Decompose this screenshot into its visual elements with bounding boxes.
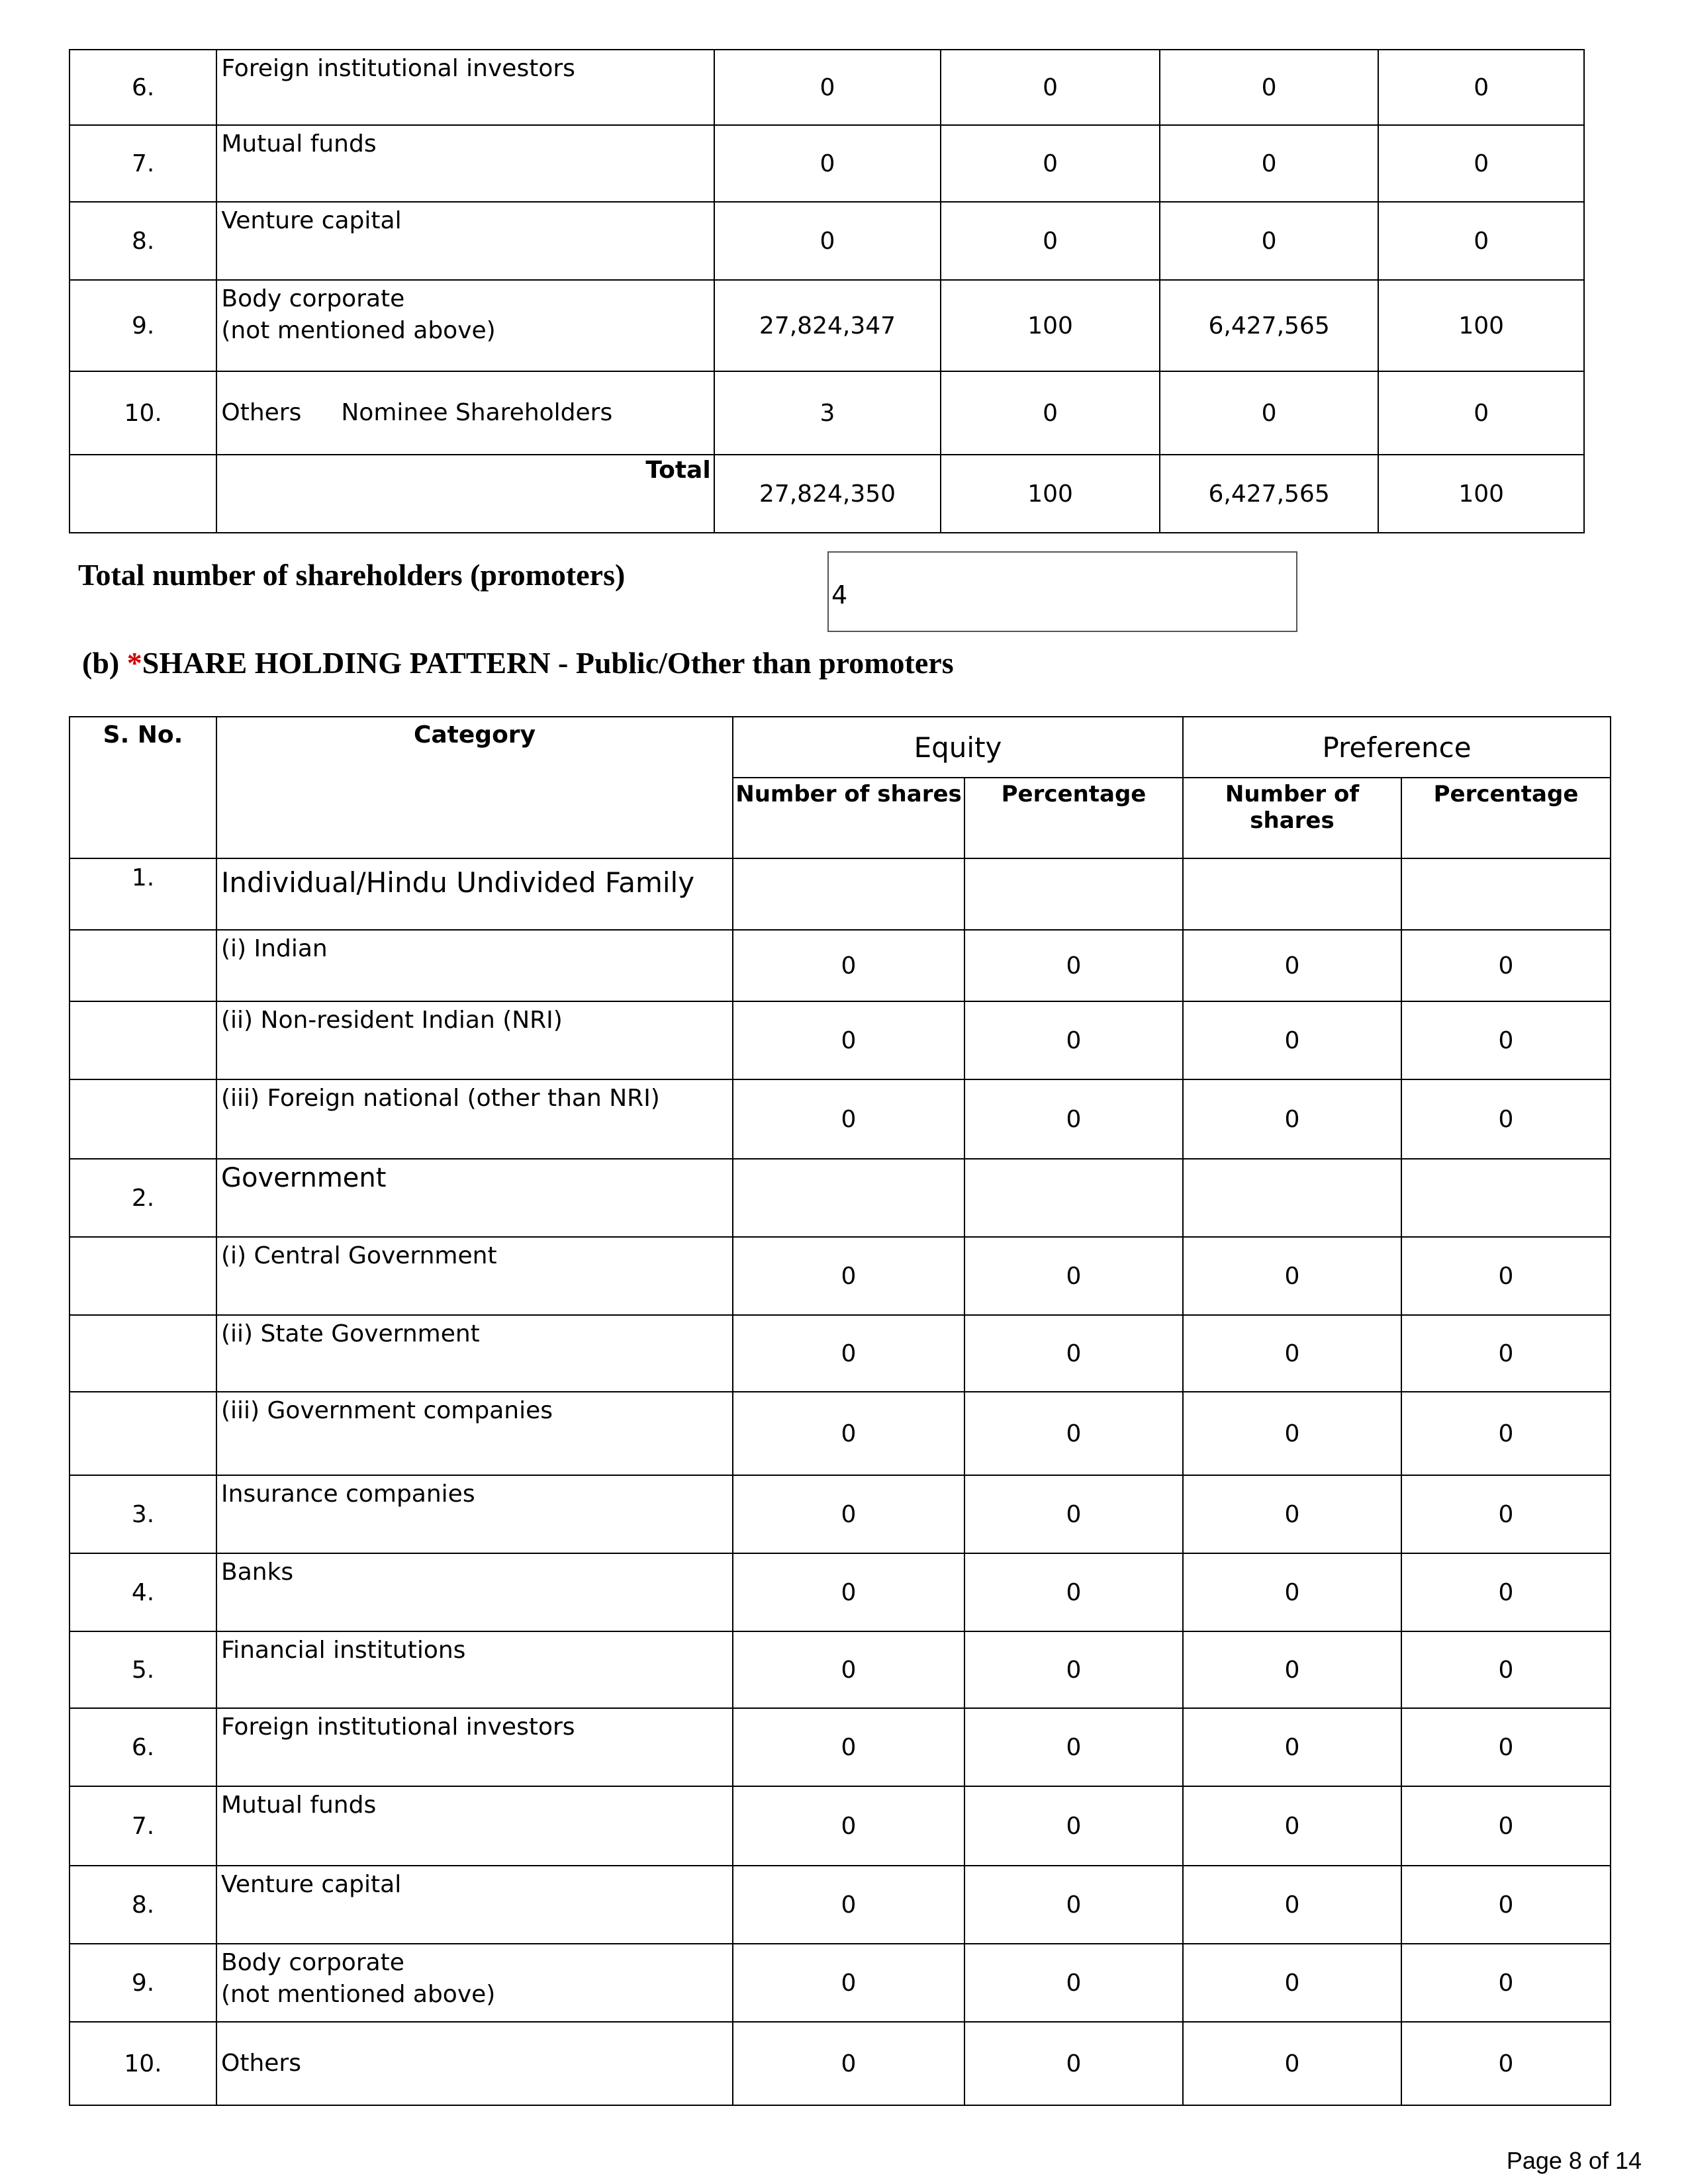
preference-percentage-cell: 0	[1378, 202, 1584, 280]
preference-shares-cell: 0	[1183, 1237, 1401, 1315]
equity-percentage-cell: 0	[964, 1553, 1183, 1631]
table-row	[70, 1079, 1611, 1159]
category-label: Others	[221, 399, 302, 426]
serial-number	[70, 1315, 216, 1392]
equity-shares-cell: 0	[733, 1708, 964, 1786]
preference-percentage-cell: 0	[1378, 371, 1584, 455]
category-sublabel: (not mentioned above)	[221, 1981, 496, 2008]
equity-percentage-cell	[964, 858, 1183, 930]
category-header: Category	[216, 717, 733, 858]
public-holding-table	[69, 716, 1611, 2106]
equity-percentage-cell: 0	[964, 1631, 1183, 1708]
preference-percentage-cell: 0	[1401, 1786, 1611, 1866]
table-row	[70, 1944, 1611, 2022]
preference-shares-cell: 0	[1183, 1866, 1401, 1944]
category-cell	[216, 125, 714, 202]
category-label: Venture capital	[221, 207, 402, 234]
category-cell	[216, 371, 714, 455]
total-preference-percentage: 100	[1378, 455, 1584, 533]
equity-percentage-cell: 0	[964, 1708, 1183, 1786]
category-cell: (i) Indian	[216, 930, 733, 1001]
total-label: Total	[216, 455, 714, 533]
equity-shares-cell: 0	[733, 1944, 964, 2022]
equity-percentage-cell: 0	[964, 1079, 1183, 1159]
equity-shares-cell: 0	[733, 1392, 964, 1475]
category-cell: (i) Central Government	[216, 1237, 733, 1315]
table-row	[70, 1001, 1611, 1079]
category-label: Body corporate	[221, 1949, 404, 1976]
serial-number: 1.	[70, 858, 216, 930]
equity-percentage-cell: 0	[964, 1786, 1183, 1866]
table-row	[70, 1866, 1611, 1944]
category-label: Foreign institutional investors	[221, 55, 575, 82]
serial-number	[70, 930, 216, 1001]
preference-percentage-cell: 0	[1401, 1315, 1611, 1392]
preference-percentage-cell: 0	[1401, 1708, 1611, 1786]
equity-shares-cell	[733, 1159, 964, 1237]
equity-shares-cell: 0	[733, 930, 964, 1001]
preference-percentage-cell: 0	[1401, 2022, 1611, 2105]
category-cell: Foreign institutional investors	[216, 1708, 733, 1786]
equity-percentage-cell: 0	[964, 1392, 1183, 1475]
equity-shares-cell: 0	[733, 1001, 964, 1079]
section-prefix: (b)	[82, 646, 127, 680]
preference-shares-cell: 0	[1183, 1392, 1401, 1475]
serial-number: 9.	[70, 1944, 216, 2022]
total-equity-shares: 27,824,350	[714, 455, 941, 533]
preference-percentage-cell: 0	[1401, 1475, 1611, 1553]
category-cell: Government	[216, 1159, 733, 1237]
equity-shares-cell: 0	[733, 1553, 964, 1631]
serial-number	[70, 1079, 216, 1159]
preference-percentage-cell	[1401, 1159, 1611, 1237]
table-row	[70, 930, 1611, 1001]
preference-percentage-cell: 0	[1378, 125, 1584, 202]
equity-shares-cell: 0	[733, 1237, 964, 1315]
section-title: SHARE HOLDING PATTERN - Public/Other than promoters	[142, 646, 954, 680]
required-asterisk: *	[126, 646, 142, 680]
category-cell: Insurance companies	[216, 1475, 733, 1553]
equity-percentage-cell	[964, 1159, 1183, 1237]
preference-percentage-cell: 0	[1401, 1001, 1611, 1079]
promoter-count-label: Total number of shareholders (promoters)	[78, 558, 626, 592]
table-row	[70, 1237, 1611, 1315]
equity-percentage-cell: 0	[964, 1315, 1183, 1392]
preference-shares-cell	[1183, 858, 1401, 930]
preference-percentage-header: Percentage	[1401, 778, 1611, 858]
preference-shares-cell: 0	[1183, 1001, 1401, 1079]
sno-header: S. No.	[70, 717, 216, 858]
equity-shares-cell: 0	[733, 2022, 964, 2105]
page-number: Page 8 of 14	[1506, 2147, 1642, 2174]
preference-shares-cell: 0	[1183, 2022, 1401, 2105]
equity-percentage-cell: 0	[964, 1237, 1183, 1315]
equity-shares-cell: 0	[733, 1631, 964, 1708]
preference-percentage-cell: 0	[1401, 1237, 1611, 1315]
preference-shares-header: Number of shares	[1183, 778, 1401, 858]
serial-number: 7.	[70, 125, 216, 202]
equity-percentage-cell: 0	[964, 930, 1183, 1001]
equity-shares-cell: 27,824,347	[714, 280, 941, 371]
preference-shares-cell: 0	[1160, 202, 1379, 280]
table-row	[70, 1553, 1611, 1631]
equity-shares-cell: 3	[714, 371, 941, 455]
preference-percentage-cell: 0	[1401, 1866, 1611, 1944]
serial-number: 6.	[70, 1708, 216, 1786]
equity-percentage-cell: 0	[964, 1866, 1183, 1944]
preference-percentage-cell: 0	[1401, 1631, 1611, 1708]
table-row	[70, 1475, 1611, 1553]
equity-percentage-cell: 0	[964, 1475, 1183, 1553]
equity-shares-cell: 0	[733, 1786, 964, 1866]
serial-number: 2.	[70, 1159, 216, 1237]
serial-number: 10.	[70, 2022, 216, 2105]
serial-number: 4.	[70, 1553, 216, 1631]
equity-shares-cell: 0	[733, 1079, 964, 1159]
table-row	[70, 1159, 1611, 1237]
preference-percentage-cell: 100	[1378, 280, 1584, 371]
serial-number: 8.	[70, 1866, 216, 1944]
preference-shares-cell: 0	[1183, 1708, 1401, 1786]
equity-percentage-header: Percentage	[964, 778, 1183, 858]
table-row	[70, 1786, 1611, 1866]
equity-shares-header: Number of shares	[733, 778, 964, 858]
table-row	[70, 202, 1584, 280]
serial-number: 8.	[70, 202, 216, 280]
equity-percentage-cell: 0	[941, 371, 1160, 455]
equity-percentage-cell: 0	[941, 50, 1160, 125]
preference-percentage-cell: 0	[1401, 1392, 1611, 1475]
preference-shares-cell: 0	[1160, 50, 1379, 125]
preference-header: Preference	[1183, 717, 1611, 778]
equity-shares-cell: 0	[714, 202, 941, 280]
table-row	[70, 125, 1584, 202]
preference-shares-cell: 0	[1183, 1315, 1401, 1392]
preference-shares-cell: 0	[1160, 125, 1379, 202]
preference-shares-cell: 6,427,565	[1160, 280, 1379, 371]
equity-percentage-cell: 0	[964, 1001, 1183, 1079]
equity-percentage-cell: 0	[941, 202, 1160, 280]
category-cell: (ii) State Government	[216, 1315, 733, 1392]
serial-number: 10.	[70, 371, 216, 455]
total-row	[70, 455, 1584, 533]
table-row	[70, 371, 1584, 455]
table-row	[70, 1708, 1611, 1786]
category-cell	[216, 1944, 733, 2022]
header-row	[70, 717, 1611, 778]
equity-percentage-cell: 0	[941, 125, 1160, 202]
serial-number	[70, 1001, 216, 1079]
preference-percentage-cell	[1401, 858, 1611, 930]
preference-percentage-cell: 0	[1401, 1944, 1611, 2022]
category-cell: Financial institutions	[216, 1631, 733, 1708]
category-cell: (iii) Foreign national (other than NRI)	[216, 1079, 733, 1159]
preference-shares-cell: 0	[1183, 1079, 1401, 1159]
category-cell: (iii) Government companies	[216, 1392, 733, 1475]
table-row	[70, 1315, 1611, 1392]
empty-cell	[70, 455, 216, 533]
equity-shares-cell: 0	[733, 1866, 964, 1944]
serial-number	[70, 1392, 216, 1475]
preference-percentage-cell: 0	[1401, 930, 1611, 1001]
serial-number: 5.	[70, 1631, 216, 1708]
category-sublabel: (not mentioned above)	[221, 317, 496, 344]
preference-shares-cell	[1183, 1159, 1401, 1237]
category-cell: Banks	[216, 1553, 733, 1631]
equity-shares-cell: 0	[733, 1315, 964, 1392]
equity-shares-cell: 0	[714, 50, 941, 125]
preference-percentage-cell: 0	[1378, 50, 1584, 125]
equity-percentage-cell: 0	[964, 2022, 1183, 2105]
category-cell	[216, 280, 714, 371]
category-cell: (ii) Non-resident Indian (NRI)	[216, 1001, 733, 1079]
total-equity-percentage: 100	[941, 455, 1160, 533]
table-row	[70, 858, 1611, 930]
preference-percentage-cell: 0	[1401, 1079, 1611, 1159]
category-label: Mutual funds	[221, 130, 377, 158]
equity-percentage-cell: 0	[964, 1944, 1183, 2022]
equity-shares-cell: 0	[733, 1475, 964, 1553]
promoters-holding-table	[69, 49, 1585, 533]
category-cell: Venture capital	[216, 1866, 733, 1944]
category-detail: Nominee Shareholders	[341, 399, 613, 426]
preference-shares-cell: 0	[1183, 1631, 1401, 1708]
equity-shares-cell	[733, 858, 964, 930]
table-row	[70, 2022, 1611, 2105]
category-cell: Mutual funds	[216, 1786, 733, 1866]
serial-number	[70, 1237, 216, 1315]
preference-shares-cell: 0	[1183, 1786, 1401, 1866]
category-cell	[216, 50, 714, 125]
preference-shares-cell: 0	[1183, 1553, 1401, 1631]
serial-number: 7.	[70, 1786, 216, 1866]
equity-percentage-cell: 100	[941, 280, 1160, 371]
table-row	[70, 280, 1584, 371]
serial-number: 6.	[70, 50, 216, 125]
table-row	[70, 1631, 1611, 1708]
preference-shares-cell: 0	[1160, 371, 1379, 455]
category-cell: Others	[216, 2022, 733, 2105]
table-row	[70, 1392, 1611, 1475]
table-row	[70, 50, 1584, 125]
total-preference-shares: 6,427,565	[1160, 455, 1379, 533]
serial-number: 3.	[70, 1475, 216, 1553]
promoter-count-field[interactable]: 4	[827, 551, 1297, 632]
preference-shares-cell: 0	[1183, 1475, 1401, 1553]
serial-number: 9.	[70, 280, 216, 371]
section-b-heading	[82, 645, 954, 680]
category-label: Body corporate	[221, 285, 405, 312]
preference-shares-cell: 0	[1183, 1944, 1401, 2022]
preference-shares-cell: 0	[1183, 930, 1401, 1001]
preference-percentage-cell: 0	[1401, 1553, 1611, 1631]
category-cell	[216, 202, 714, 280]
equity-shares-cell: 0	[714, 125, 941, 202]
category-cell: Individual/Hindu Undivided Family	[216, 858, 733, 930]
equity-header: Equity	[733, 717, 1183, 778]
